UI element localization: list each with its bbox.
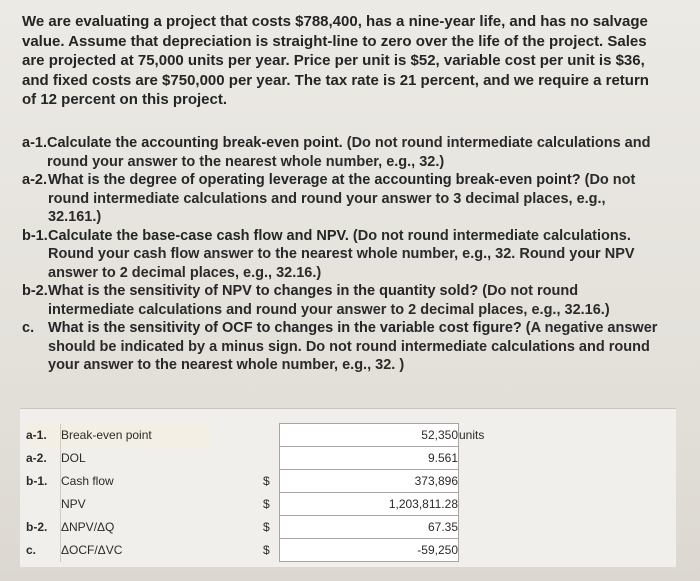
row-label: b-2. bbox=[26, 520, 48, 534]
dol-input[interactable]: 9.561 bbox=[280, 447, 459, 470]
question-hint: (Do not round intermediate calculations and round your answer to 3 decimal places, e.g., 32.161.) bbox=[48, 172, 636, 225]
question-hint: (A negative answer should be indicated by a minus sign. Do not round intermediate calculations and round your answer to the nearest whole number, e.g., 32. ) bbox=[48, 320, 658, 373]
currency-symbol: $ bbox=[263, 543, 270, 557]
unit-label bbox=[459, 470, 500, 493]
question-b2 bbox=[22, 282, 662, 319]
currency-symbol bbox=[263, 424, 280, 447]
currency-symbol: $ bbox=[263, 474, 270, 488]
break-even-input[interactable]: 52,350 bbox=[280, 424, 459, 447]
unit-label bbox=[459, 539, 500, 562]
answer-row-b2 bbox=[26, 516, 499, 539]
unit-label bbox=[459, 447, 500, 470]
answer-panel bbox=[20, 408, 676, 567]
unit-label: units bbox=[459, 428, 485, 442]
currency-symbol: $ bbox=[263, 520, 270, 534]
question-text: Calculate the accounting break-even point. bbox=[47, 135, 343, 151]
row-label: a-1. bbox=[26, 424, 61, 447]
question-label: b-1. bbox=[22, 227, 48, 244]
row-label: c. bbox=[26, 543, 37, 557]
question-label: b-2. bbox=[22, 283, 48, 299]
question-text: What is the sensitivity of NPV to changes in the quantity sold? bbox=[48, 283, 479, 299]
question-text: Calculate the base-case cash flow and NPV. bbox=[48, 227, 349, 244]
row-label: b-1. bbox=[26, 474, 48, 488]
row-description: ΔOCF/ΔVC bbox=[61, 539, 212, 562]
npv-input[interactable]: 1,203,811.28 bbox=[280, 493, 459, 516]
row-description: NPV bbox=[61, 493, 212, 516]
question-b1 bbox=[22, 227, 662, 283]
unit-label bbox=[459, 516, 500, 539]
row-label bbox=[26, 493, 61, 516]
row-description: Break-even point bbox=[61, 424, 212, 447]
question-hint: (Do not round intermediate calculations and round your answer to 2 decimal places, e.g., 32.16.) bbox=[48, 283, 610, 318]
problem-statement: We are evaluating a project that costs $788,400, has a nine-year life, and has no salvage value. Assume that depreciation is straight-line to zero over the life of the project. Sales are projected at 75,000 units per year. Price per unit is $52, variable cost per unit is $36, and fixed costs are $750,000 per year. The tax rate is 21 percent, and we require a return of 12 percent on this project. bbox=[22, 13, 649, 108]
question-label: c. bbox=[22, 320, 35, 336]
question-hint: (Do not round intermediate calculations and round your answer to the nearest whole number, e.g., 32.) bbox=[47, 135, 651, 170]
answer-row-b1-npv bbox=[26, 493, 499, 516]
answer-table bbox=[26, 423, 499, 562]
question-text: What is the degree of operating leverage at the accounting break-even point? bbox=[48, 172, 581, 188]
answer-row-c bbox=[26, 539, 499, 562]
answer-row-a1 bbox=[26, 424, 499, 447]
question-a2 bbox=[22, 171, 662, 227]
answer-row-a2 bbox=[26, 447, 499, 470]
question-label: a-1. bbox=[22, 135, 47, 151]
row-label: a-2. bbox=[26, 451, 47, 465]
cash-flow-input[interactable]: 373,896 bbox=[280, 470, 459, 493]
currency-symbol: $ bbox=[263, 497, 270, 511]
question-text: What is the sensitivity of OCF to changes in the variable cost figure? bbox=[48, 320, 522, 336]
question-hint: (Do not round intermediate calculations. Round your cash flow answer to the nearest whole number, e.g., 32. Round your NPV answer to 2 decimal places, e.g., 32.16.) bbox=[48, 227, 635, 281]
question-list bbox=[22, 134, 662, 375]
ocf-sensitivity-input[interactable]: -59,250 bbox=[280, 539, 459, 562]
unit-label bbox=[459, 493, 500, 516]
npv-sensitivity-input[interactable]: 67.35 bbox=[280, 516, 459, 539]
currency-symbol bbox=[263, 447, 280, 470]
row-description: DOL bbox=[61, 447, 212, 470]
question-c bbox=[22, 319, 662, 375]
question-a1 bbox=[22, 134, 662, 171]
answer-row-b1-cashflow bbox=[26, 470, 499, 493]
row-description: ΔNPV/ΔQ bbox=[61, 516, 212, 539]
question-label: a-2. bbox=[22, 172, 47, 188]
row-description: Cash flow bbox=[61, 470, 212, 493]
